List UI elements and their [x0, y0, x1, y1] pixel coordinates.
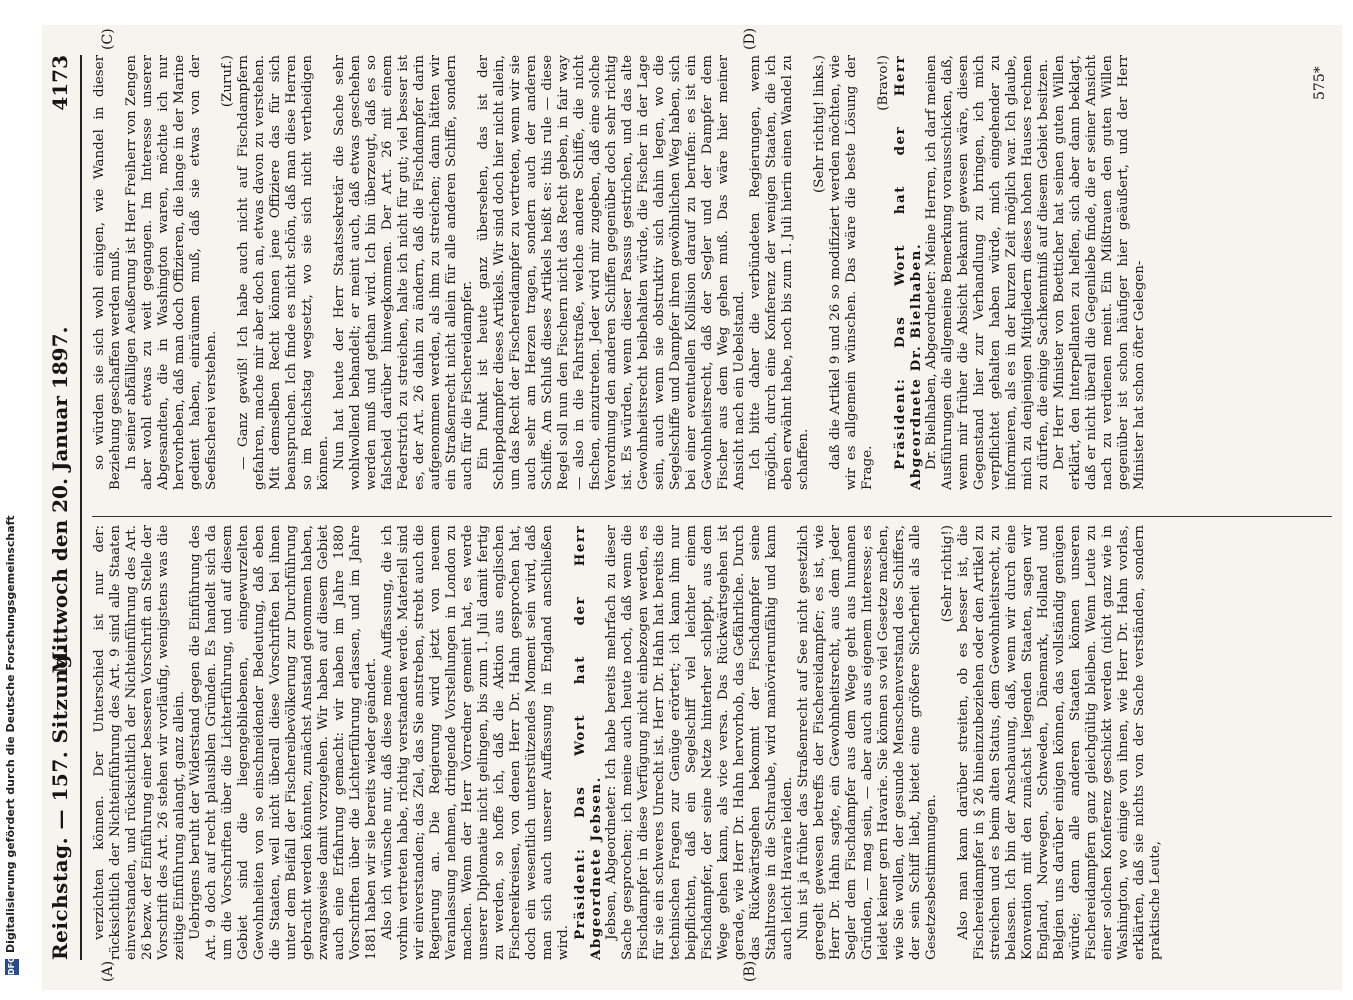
paragraph: Also ich wünsche nur, daß diese meine Auffassung, die ich vorhin vertreten habe, richtig verstanden werde. Materiell sind wir einverstanden; das Ziel, das Sie anstreben, strebt auch die Regierung an. Die Regierung wird jetzt von neuem Veranlassung nehmen, dringende Vorstellungen in London zu machen. Wenn der Herr Vorredner gemeint hat, es werde unserer Diplomatie nicht gelingen, bis zum 1. Juli damit fertig zu werden, so hoffe ich, daß die Aktion aus englischen Fischereikreisen, von denen Herr Dr. Hahn gesprochen hat, doch ein wesentlich unterstützendes Moment sein wird, daß man sich auch unserer Auffassung in England anschließen wird.: [380, 525, 571, 960]
header-session: Reichstag. — 157. Sitzung.: [48, 646, 72, 960]
interjection: (Bravo!): [876, 55, 891, 111]
page-number: 4173: [48, 55, 72, 111]
speaker-line: Präsident: Das Wort hat der Herr Abgeordnete Dr. Bielhaben.: [892, 55, 924, 490]
rotated-page-content: [42, 25, 1342, 990]
dfg-logo: DFG: [5, 959, 19, 975]
paragraph: Dr. Bielhaben, Abgeordneter: Meine Herren, ich darf meinen Ausführungen die allgemeine Bemerkung vorausschicken, daß, wenn mir früher die Absicht bekannt gewesen wäre, diesen Gegenstand hier zur Verhandlung zu bringen, ich mich verpflichtet gehalten haben würde, mich eingehender zu informieren, als es in der kurzen Zeit möglich war. Ich glaube, mich zu denjenigen Mitgliedern dieses hohen Hauses rechnen zu dürfen, die einige Sachkenntniß auf diesem Gebiet besitzen.: [924, 55, 1051, 490]
right-text-column: [92, 55, 1332, 490]
header-date-page: [48, 55, 72, 674]
speaker-line: Präsident: Das Wort hat der Herr Abgeordnete Jebsen.: [572, 525, 604, 960]
paragraph: Ein Punkt ist heute ganz übersehen, das ist der Schleppdampfer dieses Artikels. Wir sind doch hier nicht allein, um das Recht der Fischereidampfer zu vertreten, wenn wir sie auch sehr am Herzen tragen, sondern auch der anderen Schiffe. Am Schluß dieses Artikels heißt es: this rule — diese Regel soll nun den Fischern nicht das Recht geben, in fair way — also in die Fahrstraße, welche andere Schiffe, die nicht fischen, einzutreten. Jeder wird mir zugeben, daß eine solche Verordnung den anderen Schiffen gegenüber doch sehr richtig ist. Es würden, wenn dieser Passus gestrichen, und das alte Gewohnheitsrecht beibehalten würde, die Fischer in der Lage sein, auch wenn sie obstruktiv sich dahin legen, wo die Segelschiffe und Dampfer ihren gewöhnlichen Weg haben, sich bei einer eventuellen Kollision darauf zu berufen: es ist ein Gewohnheitsrecht, daß der Segler und der Dampfer dem Fischer aus dem Weg gehen muß. Das wäre hier meiner Ansicht nach ein Uebelstand.: [476, 55, 747, 490]
margin-label-d: (D): [742, 27, 758, 50]
header-rule: [80, 55, 82, 960]
interjection: (Sehr richtig!): [940, 525, 955, 623]
paragraph: — Ganz gewiß! Ich habe auch nicht auf Fischdampfern gefahren, mache mir aber doch an, etwas davon zu verstehen. Mit demselben Recht können jene Offiziere das für sich beanspruchen. Ich finde es nicht schön, daß man diese Herren so im Reichstag wegsetzt, wo sie sich nicht vertheidigen können.: [236, 55, 331, 490]
paragraph: Uebrigens beruht der Widerstand gegen die Einführung des Art. 9 doch auf recht plausiblen Gründen. Es handelt sich da um die Vorschriften über die Lichterführung, und auf diesem Gebiet sind die liegengebliebenen, eingewurzelten Gewohnheiten von so einschneidender Bedeutung, daß eben die Staaten, weil nicht überall diese Vorschriften bei ihnen unter dem Beifall der Fischereibevölkerung zur Durchführung gebracht werden könnten, zunächst Anstand genommen haben, zwangsweise damit vorzugehen. Wir haben auf diesem Gebiet auch eine Erfahrung gemacht: wir haben im Jahre 1880 Vorschriften über die Lichterführung erlassen, und im Jahre 1881 haben wir sie bereits wieder geändert.: [188, 525, 379, 960]
paragraph: Nun hat heute der Herr Staatssekretär die Sache sehr wohlwollend behandelt; er meint auch, daß etwas geschehen werden muß und gethan wird. Ich bin überzeugt, daß es so falscheid darüber hinwegkommen. Der Art. 26 mit einem Federstrich zu streichen, halte ich nicht für gut; viel besser ist es, der Art. 26 dahin zu ändern, daß die Fischdampfer darin aufgenommen werden, als ihm zu streichen; dann hätten wir ein Straßenrecht nicht allein für alle anderen Schiffe, sondern auch für die Fischereidampfer.: [332, 55, 475, 490]
paragraph: Ich bitte daher die verbündeten Regierungen, wenn möglich, durch eine Konferenz der wenigen Staaten, die ich eben erwähnt habe, noch bis zum 1. Juli hierin einen Wandel zu schaffen.: [748, 55, 811, 490]
column-divider: [92, 516, 1332, 517]
paragraph: verzichten können. Der Unterschied ist nur der: rücksichtlich der Nichteinführung des Art. 9 sind alle Staaten einverstanden, und rücksichtlich der Nichteinführung des Art. 26 bezw. der Einführung einer besseren Vorschrift an Stelle der Vorschrift des Art. 26 stehen wir vorläufig, wenigstens was die zeitige Einführung anlangt, ganz allein.: [92, 525, 187, 960]
margin-label-c: (C): [100, 28, 116, 50]
credit-text: Digitalisierung gefördert durch die Deutsche Forschungsgemeinschaft: [4, 515, 17, 953]
page-header: [42, 55, 82, 960]
digitization-credit: [0, 0, 22, 1000]
paragraph: Also man kann darüber streiten, ob es besser ist, die Fischereidampfer in § 26 hineinzubeziehen oder den Artikel zu streichen und es beim alten Status, dem Gewohnheitsrecht, zu belassen. Ich bin der Anschauung, daß, wenn wir durch eine Konvention mit den zunächst liegenden Staaten, sagen wir England, Norwegen, Schweden, Dänemark, Holland und Belgien uns darüber einigen können, das vollständig genügen würde; denn alle anderen Staaten können unseren Fischereidampfern ganz gleichgültig bleiben. Wenn Leute zu einer solchen Konferenz geschickt werden (nicht ganz wie in Washington, wo einige von ihnen, wie Herr Dr. Hahn vorlas, erklärten, daß sie nichts von der Sache verständen, sondern praktische Leute,: [956, 525, 1163, 960]
interjection: (Zuruf.): [220, 55, 235, 108]
scanned-page: [42, 25, 1342, 990]
paragraph: Jebsen, Abgeordneter: Ich habe bereits mehrfach zu dieser Sache gesprochen; ich meine auch heute noch, daß wenn die Fischdampfer in diese Verfügung nicht einbezogen werden, es für sie ein schweres Unrecht ist. Herr Dr. Hahn hat bereits die technischen Fragen zur Genüge erörtert; ich kann ihm nur beipflichten, daß ein Segelschiff viel leichter einem Fischdampfer, der seine Netze hinterher schleppt, aus dem Wege gehen kann, als vice versa. Das Rückwärtsgehen ist gerade, wie Herr Dr. Hahn hervorhob, das Gefährliche. Durch das Rückwärtsgehen bekommt der Fischdampfer seine Stahltrosse in die Schraube, wird manövrierunfähig und kann auch leicht Havarie leiden.: [604, 525, 795, 960]
footer-page-number: 575*: [1312, 66, 1328, 100]
paragraph: In seiner abfälligen Aeußerung ist Herr Freiherr von Zengen aber wohl etwas zu weit gegangen. Im Interesse unserer Abgesandten, die in Washington waren, möchte ich nur hervorheben, daß man doch Offizieren, die lange in der Marine gedient haben, einräumen muß, daß sie etwas von der Seefischerei verstehen.: [124, 55, 219, 490]
interjection: (Sehr richtig! links.): [812, 55, 827, 193]
header-date: Mittwoch den 20. Januar 1897.: [48, 326, 72, 674]
paragraph: daß die Artikel 9 und 26 so modifiziert werden möchten, wie wir es allgemein wünschen. Das wäre die beste Lösung der Frage.: [828, 55, 875, 490]
paragraph: Nun ist ja früher das Straßenrecht auf See nicht gesetzlich geregelt gewesen betreffs der Fischereidampfer; es ist, wie Herr Dr. Hahn sagte, ein Gewohnheitsrecht, aus dem jeder Segler dem Fischdampfer aus dem Wege geht aus humanen Gründen, — mag sein, — aber auch aus eigenem Interesse; es leidet keiner gern Havarie. Sie können so viel Gesetze machen, wie Sie wollen, der gesunde Menschenverstand des Schiffers, der sein Schiff liebt, bietet eine größere Sicherheit als alle Gesetzesbestimmungen.: [796, 525, 939, 960]
paragraph: Der Herr Minister von Boetticher hat seinen guten Willen erklärt, den Interpellanten zu helfen, sich aber dann beklagt, daß er nicht überall die Gegenliebe finde, die er seiner Ansicht nach zu verdienen meint. Ein Mißtrauen den guten Willen gegenüber ist schon häufiger hier geäußert, und der Herr Minister hat schon öfter Gelegen-: [1052, 55, 1147, 490]
margin-label-b: (B): [742, 960, 758, 982]
margin-label-a: (A): [100, 960, 116, 982]
paragraph: so würden sie sich wohl einigen, wie Wandel in dieser Beziehung geschaffen werden muß.: [92, 55, 123, 490]
left-text-column: [92, 525, 1332, 960]
